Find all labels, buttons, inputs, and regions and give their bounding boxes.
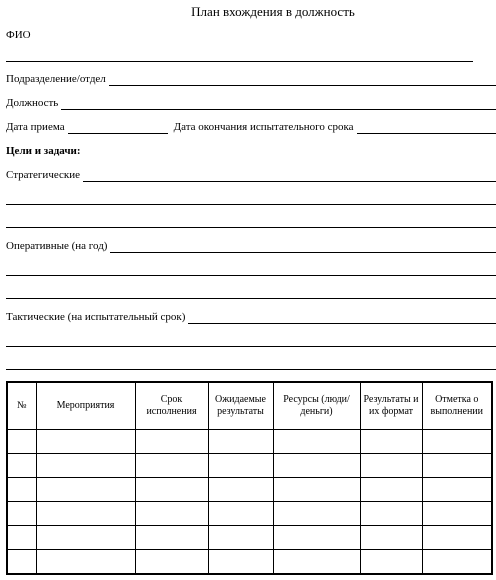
operational-label: Оперативные (на год): [6, 240, 108, 252]
table-cell[interactable]: [360, 526, 422, 550]
table-cell[interactable]: [273, 526, 360, 550]
table-cell[interactable]: [36, 550, 135, 575]
table-cell[interactable]: [360, 454, 422, 478]
position-row: [6, 96, 496, 110]
goals-title: Цели и задачи:: [6, 145, 81, 157]
table-cell[interactable]: [36, 478, 135, 502]
department-label: Подразделение/отдел: [6, 73, 106, 85]
operational-field[interactable]: [110, 241, 496, 253]
table-row: [7, 454, 492, 478]
position-field[interactable]: [61, 98, 496, 110]
table-cell[interactable]: [208, 526, 273, 550]
probation-end-field[interactable]: [357, 122, 496, 134]
table-cell[interactable]: [135, 454, 208, 478]
table-cell[interactable]: [360, 430, 422, 454]
table-row: [7, 430, 492, 454]
probation-end-label: Дата окончания испытательного срока: [173, 121, 354, 133]
strategic-label: Стратегические: [6, 169, 81, 181]
table-cell[interactable]: [360, 478, 422, 502]
table-cell[interactable]: [422, 454, 492, 478]
table-cell[interactable]: [422, 430, 492, 454]
department-row: [6, 72, 496, 86]
table-cell[interactable]: [135, 550, 208, 575]
tactical-label: Тактические (на испытательный срок): [6, 311, 186, 323]
table-cell[interactable]: [7, 454, 36, 478]
fio-label: ФИО: [6, 29, 31, 41]
table-cell[interactable]: [208, 550, 273, 575]
header-results-format: Результаты и их формат: [360, 382, 422, 430]
table-cell[interactable]: [422, 502, 492, 526]
fio-field[interactable]: [6, 61, 473, 62]
header-number: №: [7, 382, 36, 430]
department-field[interactable]: [109, 74, 496, 86]
table-cell[interactable]: [36, 430, 135, 454]
operational-line-3[interactable]: [6, 298, 496, 299]
table-cell[interactable]: [208, 478, 273, 502]
table-cell[interactable]: [135, 526, 208, 550]
header-completion-mark: Отметка о выполнении: [422, 382, 492, 430]
table-cell[interactable]: [208, 430, 273, 454]
table-row: [7, 550, 492, 575]
table-cell[interactable]: [360, 502, 422, 526]
operational-line-2[interactable]: [6, 275, 496, 276]
table-cell[interactable]: [36, 502, 135, 526]
document-title: План вхождения в должность: [191, 4, 355, 19]
table-cell[interactable]: [36, 526, 135, 550]
header-deadline: Срок исполнения: [135, 382, 208, 430]
table-cell[interactable]: [273, 430, 360, 454]
table-cell[interactable]: [7, 478, 36, 502]
table-cell[interactable]: [7, 502, 36, 526]
table-cell[interactable]: [36, 454, 135, 478]
table-cell[interactable]: [360, 550, 422, 575]
table-cell[interactable]: [135, 502, 208, 526]
strategic-row: [6, 168, 496, 182]
table-cell[interactable]: [7, 430, 36, 454]
table-cell[interactable]: [273, 550, 360, 575]
dates-row: [6, 120, 496, 134]
strategic-line-2[interactable]: [6, 204, 496, 205]
table-row: [7, 526, 492, 550]
table-row: [7, 502, 492, 526]
header-activities: Мероприятия: [36, 382, 135, 430]
strategic-field[interactable]: [83, 170, 496, 182]
tactical-line-2[interactable]: [6, 346, 496, 347]
operational-row: [6, 239, 496, 253]
table-cell[interactable]: [273, 502, 360, 526]
header-resources: Ресурсы (люди/деньги): [273, 382, 360, 430]
hire-date-label: Дата приема: [6, 121, 65, 133]
header-expected-results: Ожидаемые результаты: [208, 382, 273, 430]
table-cell[interactable]: [7, 550, 36, 575]
tactical-row: [6, 310, 496, 324]
table-cell[interactable]: [208, 502, 273, 526]
position-label: Должность: [6, 97, 59, 109]
table-header-row: [7, 382, 492, 430]
tactical-field[interactable]: [188, 312, 496, 324]
strategic-line-3[interactable]: [6, 227, 496, 228]
table-cell[interactable]: [135, 430, 208, 454]
table-cell[interactable]: [273, 454, 360, 478]
table-cell[interactable]: [273, 478, 360, 502]
tactical-line-3[interactable]: [6, 369, 496, 370]
table-row: [7, 478, 492, 502]
table-cell[interactable]: [422, 478, 492, 502]
plan-table: [6, 381, 493, 575]
table-cell[interactable]: [135, 478, 208, 502]
table-cell[interactable]: [422, 526, 492, 550]
table-cell[interactable]: [422, 550, 492, 575]
table-cell[interactable]: [208, 454, 273, 478]
hire-date-field[interactable]: [68, 122, 168, 134]
table-cell[interactable]: [7, 526, 36, 550]
table-body: [7, 430, 492, 575]
